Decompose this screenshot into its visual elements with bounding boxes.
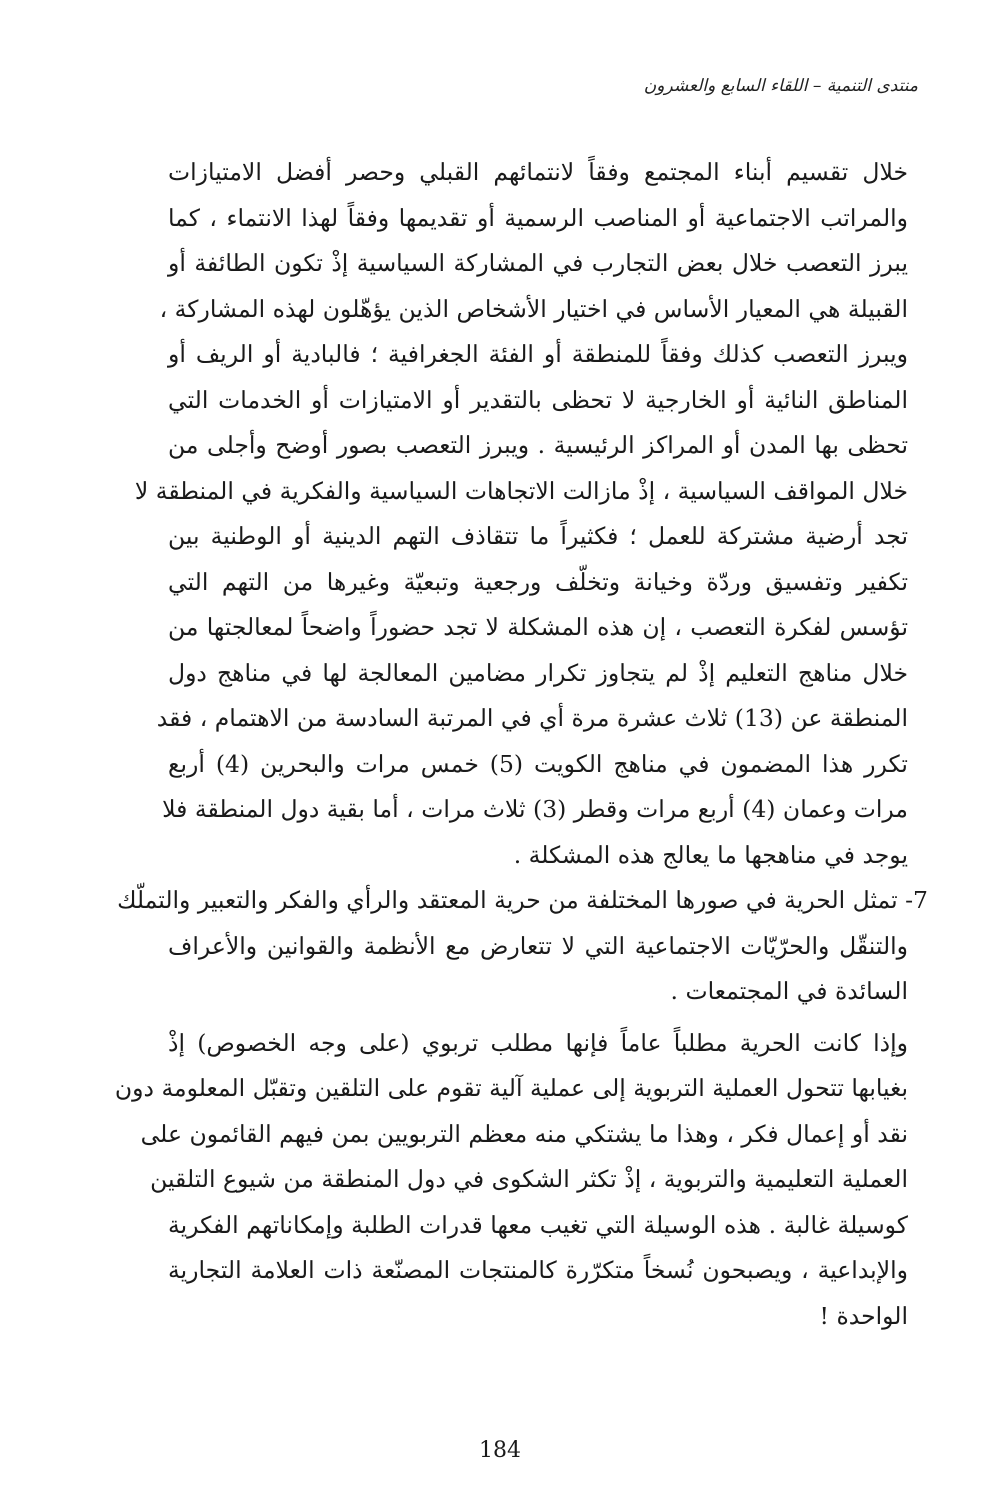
text-line: خلال مناهج التعليم إذْ لم يتجاوز تكرار مضامين المعالجة لها في مناهج دول [168,658,908,687]
paragraph-1 [134,150,908,878]
text-line: كوسيلة غالبة . هذه الوسيلة التي تغيب معها قدرات الطلبة وإمكاناتهم الفكرية [168,1210,908,1239]
text-line: العملية التعليمية والتربوية ، إذْ تكثر الشكوى في دول المنطقة من شيوع التلقين [150,1165,908,1193]
text-line: نقد أو إعمال فكر ، وهذا ما يشتكي منه معظم التربويين بمن فيهم القائمون على [140,1119,908,1148]
text-line: الواحدة ! [819,1301,908,1330]
text-line: القبيلة هي المعيار الأساس في اختيار الأشخاص الذين يؤهّلون لهذه المشاركة ، [159,294,908,323]
text-line: 7- تمثل الحرية في صورها المختلفة من حرية المعتقد والرأي والفكر والتعبير والتملّك [117,886,928,914]
numbered-item-7 [117,878,928,1015]
text-line: المنطقة عن (13) ثلاث عشرة مرة أي في المرتبة السادسة من الاهتمام ، فقد [156,704,908,732]
body-text [114,150,928,1339]
text-line: السائدة في المجتمعات . [670,977,908,1005]
text-line: تحظى بها المدن أو المراكز الرئيسية . ويبرز التعصب بصور أوضح وأجلى من [168,431,908,459]
text-line: ويبرز التعصب كذلك وفقاً للمنطقة أو الفئة الجغرافية ؛ فالبادية أو الريف أو [168,340,908,368]
text-line: المناطق النائية أو الخارجية لا تحظى بالتقدير أو الامتيازات أو الخدمات التي [168,385,908,414]
text-line: تجد أرضية مشتركة للعمل ؛ فكثيراً ما تتقاذف التهم الدينية أو الوطنية بين [168,522,908,550]
text-line: وإذا كانت الحرية مطلباً عاماً فإنها مطلب تربوي (على وجه الخصوص) إذْ [168,1028,908,1057]
page-number: 184 [479,1438,521,1463]
text-line: والإبداعية ، ويصبحون نُسخاً متكرّرة كالمنتجات المصنّعة ذات العلامة التجارية [168,1256,908,1284]
text-line: مرات وعمان (4) أربع مرات وقطر (3) ثلاث مرات ، أما بقية دول المنطقة فلا [162,795,908,823]
text-line: تؤسس لفكرة التعصب ، إن هذه المشكلة لا تجد حضوراً واضحاً لمعالجتها من [168,613,908,641]
running-header: منتدى التنمية – اللقاء السابع والعشرون [643,76,918,96]
text-line: يبرز التعصب خلال بعض التجارب في المشاركة السياسية إذْ تكون الطائفة أو [168,249,908,277]
text-line: يوجد في مناهجها ما يعالج هذه المشكلة . [513,840,908,869]
text-line: والتنقّل والحرّيّات الاجتماعية التي لا تتعارض مع الأنظمة والقوانين والأعراف [168,931,908,960]
text-line: خلال تقسيم أبناء المجتمع وفقاً لانتمائهم القبلي وحصر أفضل الامتيازات [168,158,908,186]
text-line: والمراتب الاجتماعية أو المناصب الرسمية أو تقديمها وفقاً لهذا الانتماء ، كما [168,203,908,232]
text-line: تكفير وتفسيق وردّة وخيانة وتخلّف ورجعية وتبعيّة وغيرها من التهم التي [168,567,908,596]
paragraph-2 [114,1021,908,1340]
text-line: بغيابها تتحول العملية التربوية إلى عملية آلية تقوم على التلقين وتقبّل المعلومة دون [114,1074,908,1102]
text-line: خلال المواقف السياسية ، إذْ مازالت الاتجاهات السياسية والفكرية في المنطقة لا [134,476,908,505]
text-line: تكرر هذا المضمون في مناهج الكويت (5) خمس مرات والبحرين (4) أربع [168,749,908,778]
